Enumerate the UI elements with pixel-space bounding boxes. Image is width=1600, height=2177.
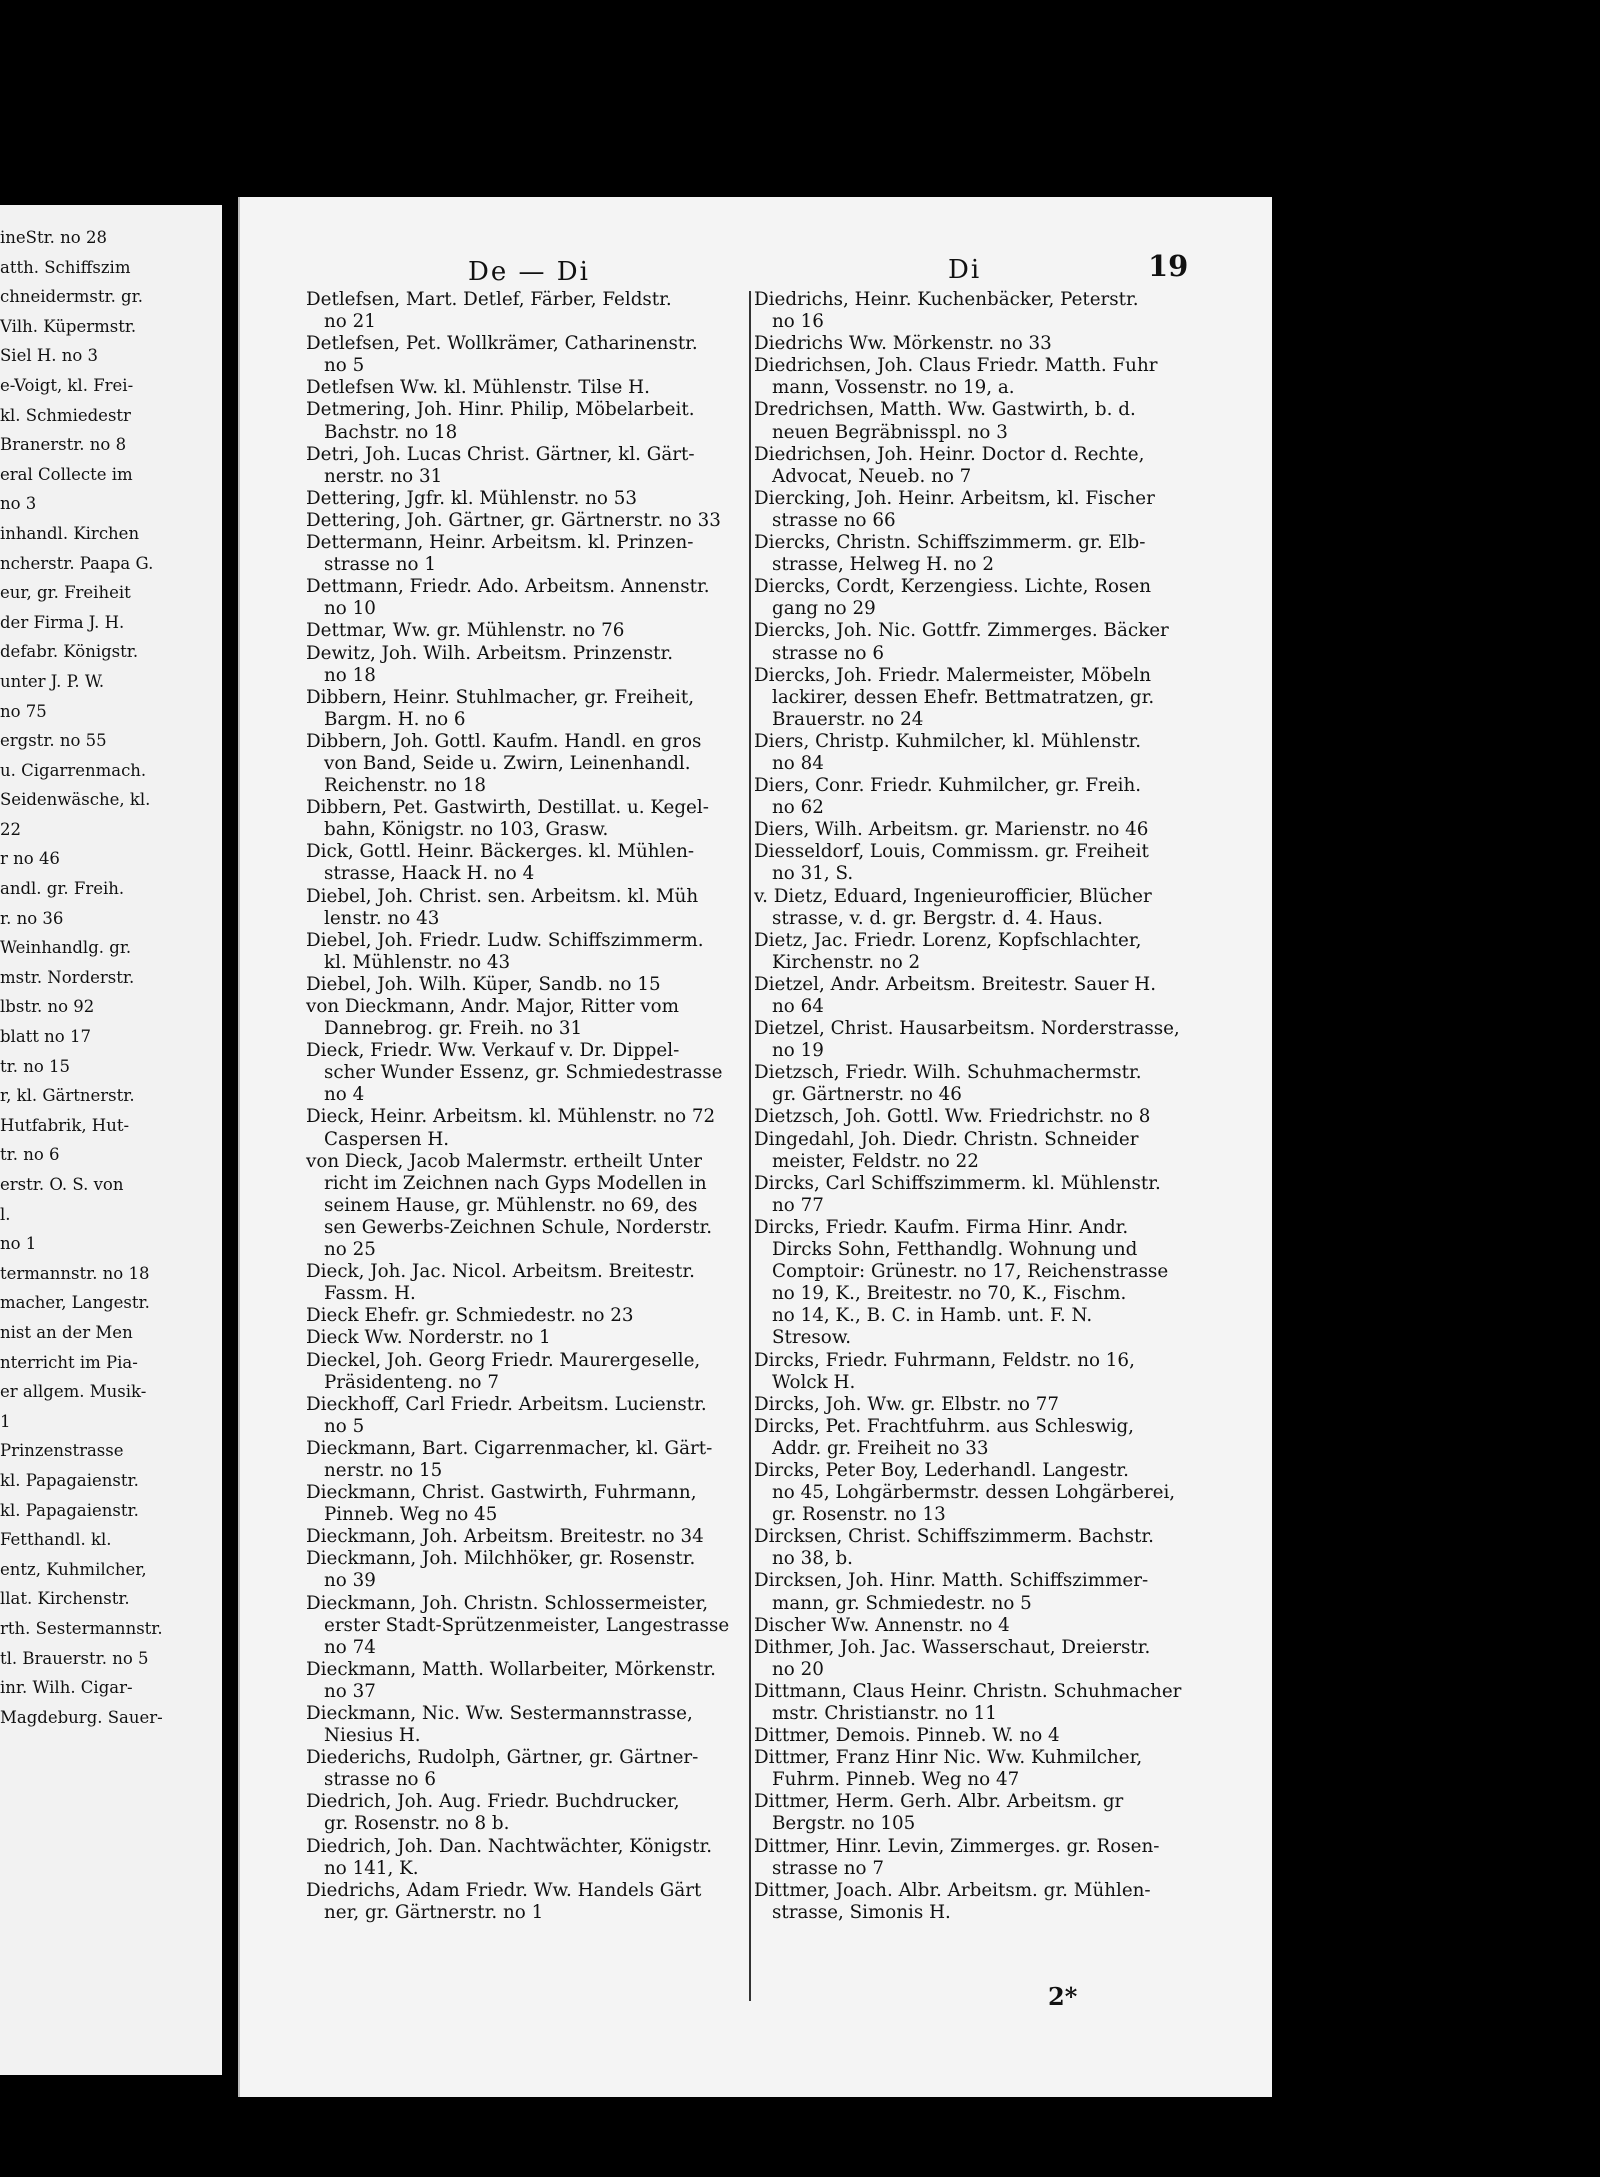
- left-page-line: kl. Papagaienstr.: [0, 1500, 139, 1520]
- entry-line: no 84: [772, 752, 824, 774]
- entry-line: Dietzsch, Joh. Gottl. Ww. Friedrichstr. no 8: [754, 1106, 1151, 1128]
- entry-line: Detlefsen, Pet. Wollkrämer, Catharinenstr.: [306, 333, 698, 355]
- entry-line: no 64: [772, 996, 824, 1017]
- left-page-line: lbstr. no 92: [0, 997, 95, 1017]
- entry-line: Dieckmann, Bart. Cigarrenmacher, kl. Gärt-: [306, 1437, 713, 1459]
- entry-line: Niesius H.: [324, 1725, 421, 1747]
- entry-line: Diedrichs, Adam Friedr. Ww. Handels Gärt: [306, 1879, 702, 1901]
- entry-line: strasse no 1: [324, 554, 436, 576]
- entry-line: sen Gewerbs-Zeichnen Schule, Norderstr.: [324, 1216, 713, 1238]
- entry-line: no 25: [324, 1239, 376, 1261]
- entry-line: Dittmann, Claus Heinr. Christn. Schuhmacher: [754, 1680, 1182, 1702]
- entry-line: mann, gr. Schmiedestr. no 5: [772, 1592, 1032, 1614]
- entry-line: no 5: [324, 355, 365, 377]
- entry-line: gr. Rosenstr. no 8 b.: [324, 1813, 510, 1835]
- entry-line: no 10: [324, 598, 376, 620]
- entry-line: von Dieck, Jacob Malermstr. ertheilt Unter: [306, 1150, 703, 1172]
- entry-line: gang no 29: [772, 598, 876, 620]
- entry-line: Detlefsen, Mart. Detlef, Färber, Feldstr.: [306, 289, 672, 310]
- entry-line: Diers, Wilh. Arbeitsm. gr. Marienstr. no 46: [754, 819, 1149, 841]
- entry-line: kl. Mühlenstr. no 43: [324, 951, 511, 973]
- left-page-line: Hutfabrik, Hut-: [0, 1115, 130, 1135]
- entry-line: no 19, K., Breitestr. no 70, K., Fischm.: [772, 1283, 1127, 1305]
- entry-line: Dircks, Friedr. Kaufm. Firma Hinr. Andr.: [754, 1216, 1129, 1238]
- entry-line: Dircks, Joh. Ww. gr. Elbstr. no 77: [754, 1393, 1060, 1415]
- entry-line: Diederichs, Rudolph, Gärtner, gr. Gärtner-: [306, 1747, 699, 1769]
- entry-line: no 18: [324, 664, 376, 686]
- right-page: [238, 197, 1272, 2097]
- entry-line: Advocat, Neueb. no 7: [772, 465, 972, 487]
- entry-line: no 39: [324, 1570, 376, 1592]
- entry-line: Diebel, Joh. Christ. sen. Arbeitsm. kl. Müh: [306, 885, 699, 907]
- entry-line: Bachstr. no 18: [324, 421, 458, 443]
- entry-line: strasse, Simonis H.: [772, 1901, 951, 1923]
- entry-line: Dredrichsen, Matth. Ww. Gastwirth, b. d.: [754, 399, 1136, 421]
- entry-line: no 62: [772, 797, 824, 819]
- left-page-line: atth. Schiffszim: [0, 257, 131, 277]
- entry-line: gr. Rosenstr. no 13: [772, 1504, 946, 1526]
- left-page-line: kl. Papagaienstr.: [0, 1470, 139, 1490]
- entry-line: Fassm. H.: [324, 1283, 416, 1305]
- left-page-line: r. no 36: [0, 908, 64, 928]
- entry-line: Diebel, Joh. Wilh. Küper, Sandb. no 15: [306, 973, 661, 995]
- entry-line: Dietzsch, Friedr. Wilh. Schuhmachermstr.: [754, 1062, 1142, 1084]
- entry-line: Dieckel, Joh. Georg Friedr. Maurergeselle,: [306, 1349, 701, 1371]
- left-page-line: r no 46: [0, 849, 60, 869]
- entry-line: Dircks Sohn, Fetthandlg. Wohnung und: [772, 1239, 1138, 1261]
- left-page-line: no 3: [0, 494, 37, 514]
- entry-line: Dettermann, Heinr. Arbeitsm. kl. Prinzen-: [306, 532, 694, 554]
- left-page-line: blatt no 17: [0, 1027, 91, 1047]
- entry-line: Reichenstr. no 18: [324, 775, 486, 797]
- entry-line: Diebel, Joh. Friedr. Ludw. Schiffszimmerm.: [306, 929, 704, 951]
- column-divider: [749, 291, 751, 2001]
- running-header-center: De — Di: [468, 257, 590, 287]
- entry-line: richt im Zeichnen nach Gyps Modellen in: [324, 1172, 707, 1194]
- entry-line: no 74: [324, 1636, 376, 1658]
- entry-line: Dieckmann, Nic. Ww. Sestermannstrasse,: [306, 1703, 693, 1724]
- entry-line: Präsidenteng. no 7: [324, 1371, 499, 1393]
- entry-line: Bargm. H. no 6: [324, 708, 466, 730]
- entry-line: Dettering, Jgfr. kl. Mühlenstr. no 53: [306, 487, 638, 509]
- entry-line: von Dieckmann, Andr. Major, Ritter vom: [306, 996, 679, 1017]
- left-page-line: ergstr. no 55: [0, 731, 107, 751]
- left-page-line: Fetthandl. kl.: [0, 1530, 112, 1550]
- entry-line: Diedrichs Ww. Mörkenstr. no 33: [754, 333, 1052, 355]
- entry-line: no 21: [324, 311, 376, 333]
- entry-line: Detmering, Joh. Hinr. Philip, Möbelarbeit.: [306, 399, 695, 421]
- entry-line: scher Wunder Essenz, gr. Schmiedestrasse: [324, 1062, 723, 1084]
- entry-line: no 20: [772, 1658, 824, 1680]
- entry-line: strasse, Helweg H. no 2: [772, 554, 994, 576]
- entry-line: Diedrichsen, Joh. Heinr. Doctor d. Rechte,: [754, 443, 1145, 465]
- entry-line: Diedrichsen, Joh. Claus Friedr. Matth. Fuhr: [754, 355, 1158, 377]
- page-number: 19: [1148, 249, 1189, 283]
- entry-line: seinem Hause, gr. Mühlenstr. no 69, des: [324, 1194, 698, 1216]
- entry-line: Dietzel, Andr. Arbeitsm. Breitestr. Sauer H.: [754, 973, 1157, 995]
- entry-line: Dircks, Peter Boy, Lederhandl. Langestr.: [754, 1459, 1129, 1481]
- entry-line: Dircks, Pet. Frachtfuhrm. aus Schleswig,: [754, 1415, 1134, 1437]
- entry-line: Diers, Christp. Kuhmilcher, kl. Mühlenstr.: [754, 730, 1142, 752]
- entry-line: Diercks, Joh. Nic. Gottfr. Zimmerges. Bäcker: [754, 620, 1169, 642]
- left-page-line: tr. no 6: [0, 1145, 60, 1165]
- left-page-line: rth. Sestermannstr.: [0, 1618, 163, 1638]
- entry-line: Dircks, Carl Schiffszimmerm. kl. Mühlenstr.: [754, 1172, 1161, 1194]
- left-page-line: Branerstr. no 8: [0, 435, 127, 455]
- entry-line: lenstr. no 43: [324, 907, 440, 929]
- entry-line: Pinneb. Weg no 45: [324, 1504, 498, 1526]
- left-page-line: Weinhandlg. gr.: [0, 938, 132, 958]
- entry-line: Dittmer, Demois. Pinneb. W. no 4: [754, 1725, 1060, 1747]
- entry-line: Diercking, Joh. Heinr. Arbeitsm, kl. Fischer: [754, 487, 1155, 509]
- signature-mark: 2*: [1048, 1982, 1078, 2011]
- entry-line: Diercks, Christn. Schiffszimmerm. gr. Elb-: [754, 532, 1146, 554]
- entry-line: Dieck, Heinr. Arbeitsm. kl. Mühlenstr. no 72: [306, 1106, 716, 1128]
- left-page-line: Vilh. Küpermstr.: [0, 316, 137, 336]
- entry-line: Discher Ww. Annenstr. no 4: [754, 1614, 1010, 1636]
- left-page-line: defabr. Königstr.: [0, 642, 139, 662]
- entry-line: Dibbern, Joh. Gottl. Kaufm. Handl. en gros: [306, 730, 702, 752]
- entry-line: Dannebrog. gr. Freih. no 31: [324, 1018, 583, 1040]
- entry-line: Dettering, Joh. Gärtner, gr. Gärtnerstr. no 33: [306, 509, 721, 531]
- entry-line: Dettmar, Ww. gr. Mühlenstr. no 76: [306, 620, 625, 642]
- entry-line: strasse, Haack H. no 4: [324, 863, 535, 885]
- left-page-line: ineStr. no 28: [0, 228, 107, 247]
- entry-line: no 4: [324, 1084, 365, 1106]
- entry-line: Kirchenstr. no 2: [772, 951, 921, 973]
- entry-line: Diercks, Joh. Friedr. Malermeister, Möbeln: [754, 664, 1152, 686]
- entry-line: Fuhrm. Pinneb. Weg no 47: [772, 1769, 1020, 1791]
- directory-column-right: [754, 289, 1214, 1924]
- entry-line: Dieckhoff, Carl Friedr. Arbeitsm. Lucienstr.: [306, 1393, 707, 1415]
- entry-line: nerstr. no 15: [324, 1459, 443, 1481]
- entry-line: no 77: [772, 1194, 824, 1216]
- entry-line: Dittmer, Joach. Albr. Arbeitsm. gr. Mühlen-: [754, 1879, 1151, 1901]
- entry-line: von Band, Seide u. Zwirn, Leinenhandl.: [324, 752, 691, 774]
- left-page-line: unter J. P. W.: [0, 671, 105, 691]
- running-header-right: Di: [948, 255, 982, 285]
- left-page-line: inhandl. Kirchen: [0, 523, 140, 543]
- entry-line: no 141, K.: [324, 1857, 419, 1879]
- entry-line: no 45, Lohgärbermstr. dessen Lohgärberei,: [772, 1482, 1176, 1504]
- entry-line: Dewitz, Joh. Wilh. Arbeitsm. Prinzenstr.: [306, 642, 674, 664]
- left-page-line: no 75: [0, 701, 47, 721]
- left-page-line: er allgem. Musik-: [0, 1382, 147, 1402]
- entry-line: Dieckmann, Joh. Arbeitsm. Breitestr. no 34: [306, 1526, 704, 1548]
- entry-line: mstr. Christianstr. no 11: [772, 1703, 997, 1724]
- entry-line: Dieck Ww. Norderstr. no 1: [306, 1327, 551, 1349]
- entry-line: Brauerstr. no 24: [772, 708, 924, 730]
- entry-line: Dettmann, Friedr. Ado. Arbeitsm. Annenstr.: [306, 576, 710, 598]
- entry-line: bahn, Königstr. no 103, Grasw.: [324, 819, 609, 841]
- entry-line: strasse, v. d. gr. Bergstr. d. 4. Haus.: [772, 907, 1103, 929]
- entry-line: Dithmer, Joh. Jac. Wasserschaut, Dreierstr.: [754, 1636, 1151, 1658]
- entry-line: Dingedahl, Joh. Diedr. Christn. Schneider: [754, 1128, 1139, 1150]
- entry-line: Dieck, Joh. Jac. Nicol. Arbeitsm. Breitestr.: [306, 1261, 695, 1283]
- entry-line: Dieckmann, Matth. Wollarbeiter, Mörkenstr.: [306, 1658, 716, 1680]
- left-page-line: der Firma J. H.: [0, 612, 125, 632]
- entry-line: strasse no 6: [324, 1769, 436, 1791]
- entry-line: Dircksen, Christ. Schiffszimmerm. Bachstr.: [754, 1526, 1154, 1548]
- entry-line: Diedrichs, Heinr. Kuchenbäcker, Peterstr.: [754, 289, 1139, 310]
- left-page-line: llat. Kirchenstr.: [0, 1589, 130, 1609]
- entry-line: Dieckmann, Christ. Gastwirth, Fuhrmann,: [306, 1482, 697, 1504]
- left-page-line: Magdeburg. Sauer-: [0, 1707, 163, 1727]
- entry-line: no 14, K., B. C. in Hamb. unt. F. N.: [772, 1305, 1093, 1327]
- left-page-line: nist an der Men: [0, 1322, 133, 1342]
- left-page-line: e-Voigt, kl. Frei-: [0, 375, 134, 395]
- entry-line: Dibbern, Pet. Gastwirth, Destillat. u. Kegel-: [306, 797, 709, 819]
- entry-line: v. Dietz, Eduard, Ingenieurofficier, Blücher: [754, 885, 1152, 907]
- entry-line: meister, Feldstr. no 22: [772, 1150, 979, 1172]
- left-page-line: macher, Langestr.: [0, 1293, 150, 1313]
- left-page-line: andl. gr. Freih.: [0, 879, 125, 899]
- left-page-line: entz, Kuhmilcher,: [0, 1559, 147, 1579]
- left-page-line: ncherstr. Paapa G.: [0, 553, 154, 573]
- left-page-line: Seidenwäsche, kl.: [0, 790, 151, 810]
- entry-line: lackirer, dessen Ehefr. Bettmatratzen, gr.: [772, 686, 1155, 708]
- left-page-line: termannstr. no 18: [0, 1263, 150, 1283]
- entry-line: no 31, S.: [772, 863, 854, 885]
- directory-column-left: [306, 289, 752, 1924]
- entry-line: strasse no 7: [772, 1857, 884, 1879]
- left-page-line: 22: [0, 819, 21, 839]
- entry-line: Diesseldorf, Louis, Commissm. gr. Freiheit: [754, 841, 1149, 863]
- entry-line: strasse no 66: [772, 509, 896, 531]
- left-page-line: eur, gr. Freiheit: [0, 583, 131, 603]
- left-page-line: tl. Brauerstr. no 5: [0, 1648, 149, 1668]
- entry-line: no 37: [324, 1680, 376, 1702]
- left-page-line: tr. no 15: [0, 1056, 70, 1076]
- entry-line: Comptoir: Grünestr. no 17, Reichenstrasse: [772, 1261, 1169, 1283]
- entry-line: ner, gr. Gärtnerstr. no 1: [324, 1901, 544, 1923]
- left-page-line: Siel H. no 3: [0, 346, 99, 366]
- entry-line: strasse no 6: [772, 642, 884, 664]
- entry-line: Wolck H.: [772, 1371, 856, 1393]
- entry-line: no 19: [772, 1040, 824, 1062]
- entry-line: Addr. gr. Freiheit no 33: [772, 1437, 989, 1459]
- left-page-line: mstr. Norderstr.: [0, 967, 135, 987]
- left-page-line: 1: [0, 1411, 11, 1431]
- entry-line: Dietzel, Christ. Hausarbeitsm. Norderstrasse,: [754, 1018, 1180, 1040]
- entry-line: Dittmer, Franz Hinr Nic. Ww. Kuhmilcher,: [754, 1747, 1143, 1769]
- entry-line: Stresow.: [772, 1327, 852, 1349]
- entry-line: Diedrich, Joh. Dan. Nachtwächter, Königstr.: [306, 1835, 713, 1857]
- entry-line: Dieck, Friedr. Ww. Verkauf v. Dr. Dippel-: [306, 1040, 680, 1062]
- entry-line: Dieckmann, Joh. Milchhöker, gr. Rosenstr.: [306, 1548, 696, 1570]
- entry-line: nerstr. no 31: [324, 465, 443, 487]
- entry-line: mann, Vossenstr. no 19, a.: [772, 377, 1015, 399]
- left-page-line: nterricht im Pia-: [0, 1352, 138, 1372]
- entry-line: Caspersen H.: [324, 1128, 450, 1150]
- left-page-line: erstr. O. S. von: [0, 1175, 124, 1194]
- entry-line: Dieck Ehefr. gr. Schmiedestr. no 23: [306, 1305, 634, 1327]
- entry-line: Dittmer, Hinr. Levin, Zimmerges. gr. Rosen-: [754, 1835, 1160, 1857]
- entry-line: erster Stadt-Sprützenmeister, Langestrasse: [324, 1614, 730, 1636]
- left-page-line: inr. Wilh. Cigar-: [0, 1678, 133, 1698]
- left-page-line: kl. Schmiedestr: [0, 405, 131, 425]
- entry-line: Detlefsen Ww. kl. Mühlenstr. Tilse H.: [306, 377, 650, 399]
- entry-line: gr. Gärtnerstr. no 46: [772, 1084, 962, 1106]
- entry-line: no 5: [324, 1415, 365, 1437]
- entry-line: Dircksen, Joh. Hinr. Matth. Schiffszimmer-: [754, 1570, 1149, 1592]
- left-page-line: l.: [0, 1204, 11, 1224]
- entry-line: Dieckmann, Joh. Christn. Schlossermeister,: [306, 1592, 709, 1614]
- left-page-line: Prinzenstrasse: [0, 1441, 124, 1461]
- entry-line: Dittmer, Herm. Gerh. Albr. Arbeitsm. gr: [754, 1791, 1124, 1813]
- entry-line: Dietz, Jac. Friedr. Lorenz, Kopfschlachter,: [754, 929, 1142, 951]
- entry-line: Dircks, Friedr. Fuhrmann, Feldstr. no 16,: [754, 1349, 1135, 1371]
- entry-line: Detri, Joh. Lucas Christ. Gärtner, kl. Gärt-: [306, 443, 695, 465]
- left-page-line: u. Cigarrenmach.: [0, 760, 147, 780]
- entry-line: no 16: [772, 311, 824, 333]
- entry-line: Dick, Gottl. Heinr. Bäckerges. kl. Mühlen-: [306, 841, 695, 863]
- entry-line: Diercks, Cordt, Kerzengiess. Lichte, Rosen: [754, 576, 1152, 598]
- entry-line: neuen Begräbnisspl. no 3: [772, 421, 1008, 443]
- entry-line: Bergstr. no 105: [772, 1813, 916, 1835]
- left-page-line: eral Collecte im: [0, 464, 133, 484]
- entry-line: Diedrich, Joh. Aug. Friedr. Buchdrucker,: [306, 1791, 680, 1813]
- left-page-text: [0, 223, 222, 1732]
- entry-line: Diers, Conr. Friedr. Kuhmilcher, gr. Freih.: [754, 775, 1142, 797]
- left-page-fragment: [0, 205, 222, 2075]
- entry-line: Dibbern, Heinr. Stuhlmacher, gr. Freiheit,: [306, 686, 695, 708]
- left-page-line: chneidermstr. gr.: [0, 287, 143, 307]
- left-page-line: r, kl. Gärtnerstr.: [0, 1086, 135, 1106]
- entry-line: no 38, b.: [772, 1548, 853, 1570]
- left-page-line: no 1: [0, 1234, 37, 1254]
